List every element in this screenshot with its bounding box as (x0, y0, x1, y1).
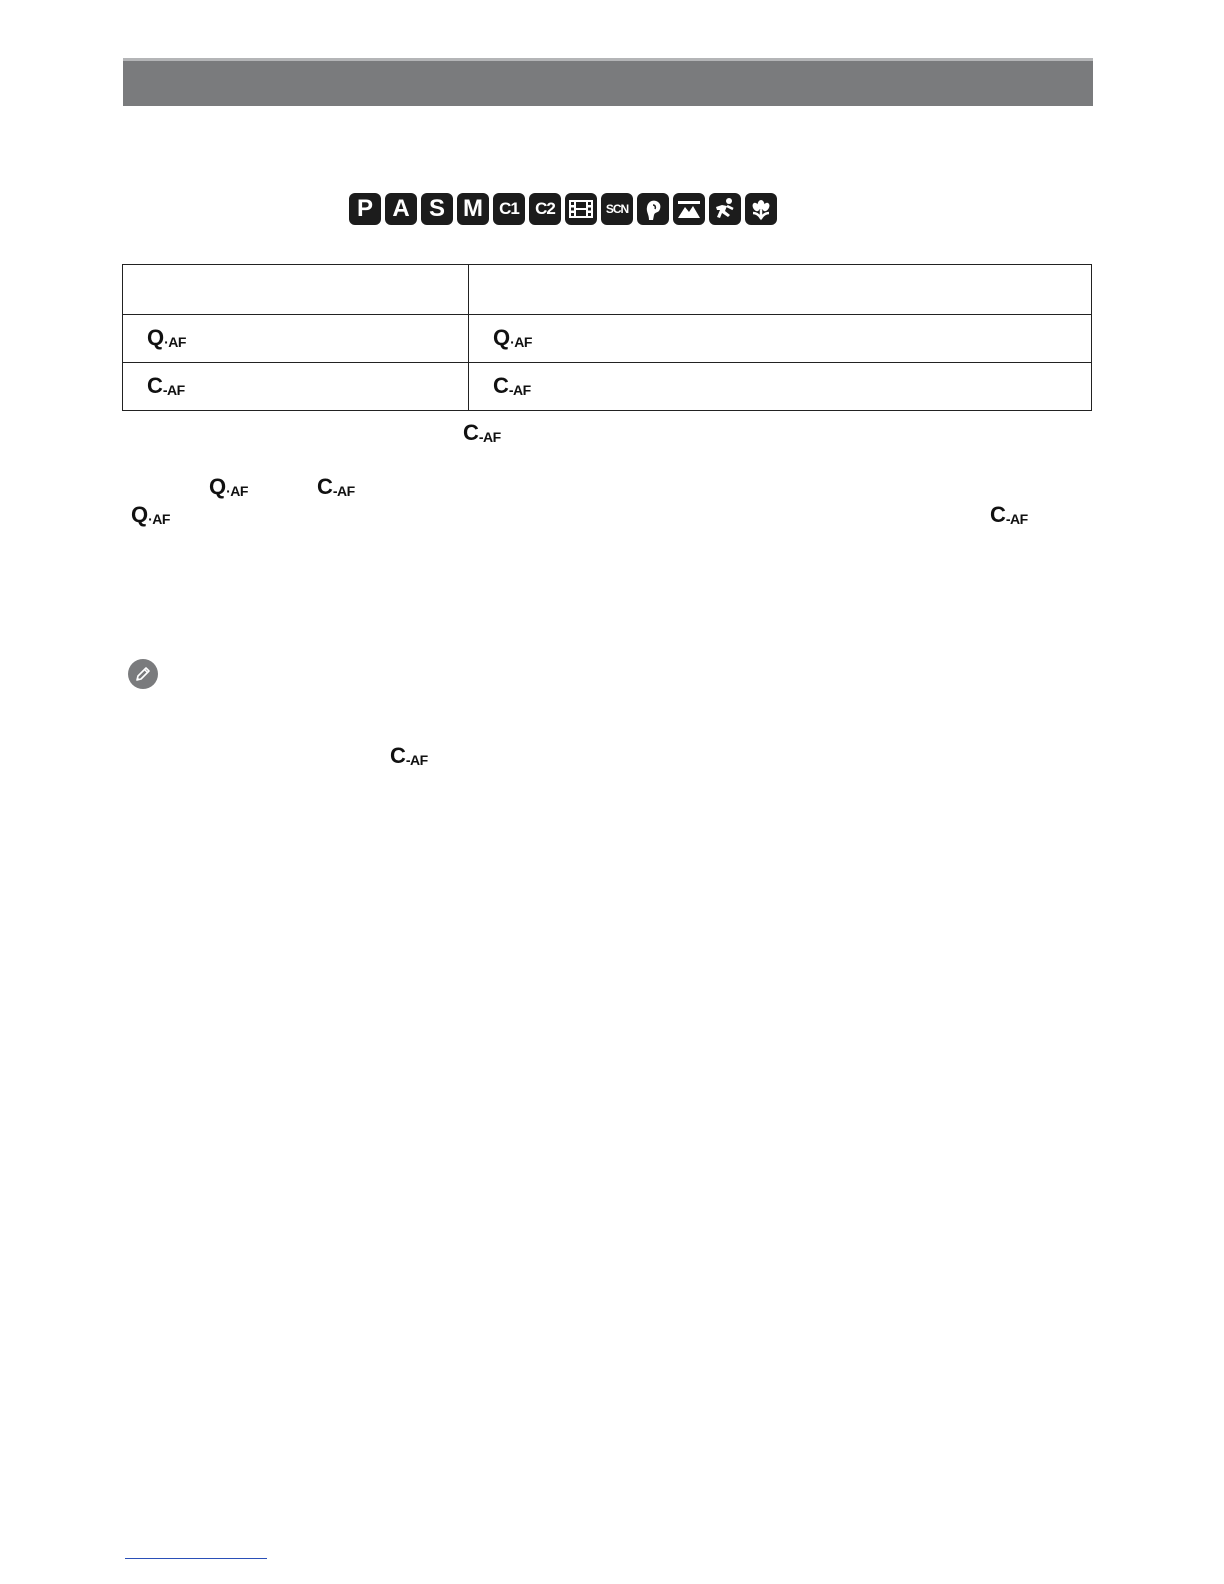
continuous-af-icon: C -AF (147, 373, 185, 398)
program-mode-icon: P (349, 193, 381, 225)
continuous-af-icon: C -AF (463, 420, 501, 445)
table-cell (469, 363, 1092, 411)
portrait-mode-icon (637, 193, 669, 225)
shutter-priority-icon: S (421, 193, 453, 225)
applicable-modes (349, 193, 777, 225)
af-mode-table (122, 264, 1092, 411)
table-header-cell (469, 265, 1092, 315)
manual-mode-icon: M (457, 193, 489, 225)
sports-mode-icon (709, 193, 741, 225)
continuous-af-icon: C -AF (990, 502, 1028, 527)
aperture-priority-icon: A (385, 193, 417, 225)
motion-picture-icon (565, 193, 597, 225)
table-header-cell (123, 265, 469, 315)
table-row (123, 315, 1092, 363)
custom-2-icon: C2 (529, 193, 561, 225)
quick-af-icon: Q ·AF (131, 502, 170, 527)
continuous-af-icon: C -AF (317, 474, 355, 499)
quick-af-icon: Q ·AF (209, 474, 248, 499)
footer-link-underline (125, 1558, 267, 1559)
quick-af-icon: Q ·AF (493, 325, 532, 350)
quick-af-icon: Q ·AF (147, 325, 186, 350)
table-header-row (123, 265, 1092, 315)
table-row (123, 363, 1092, 411)
table-cell (123, 363, 469, 411)
table-cell (123, 315, 469, 363)
continuous-af-icon: C -AF (493, 373, 531, 398)
pencil-note-icon (128, 659, 158, 689)
table-cell (469, 315, 1092, 363)
continuous-af-icon: C -AF (390, 743, 428, 768)
scene-mode-icon: SCN (601, 193, 633, 225)
close-up-mode-icon (745, 193, 777, 225)
custom-1-icon: C1 (493, 193, 525, 225)
section-title-bar (123, 58, 1093, 106)
scenery-mode-icon (673, 193, 705, 225)
